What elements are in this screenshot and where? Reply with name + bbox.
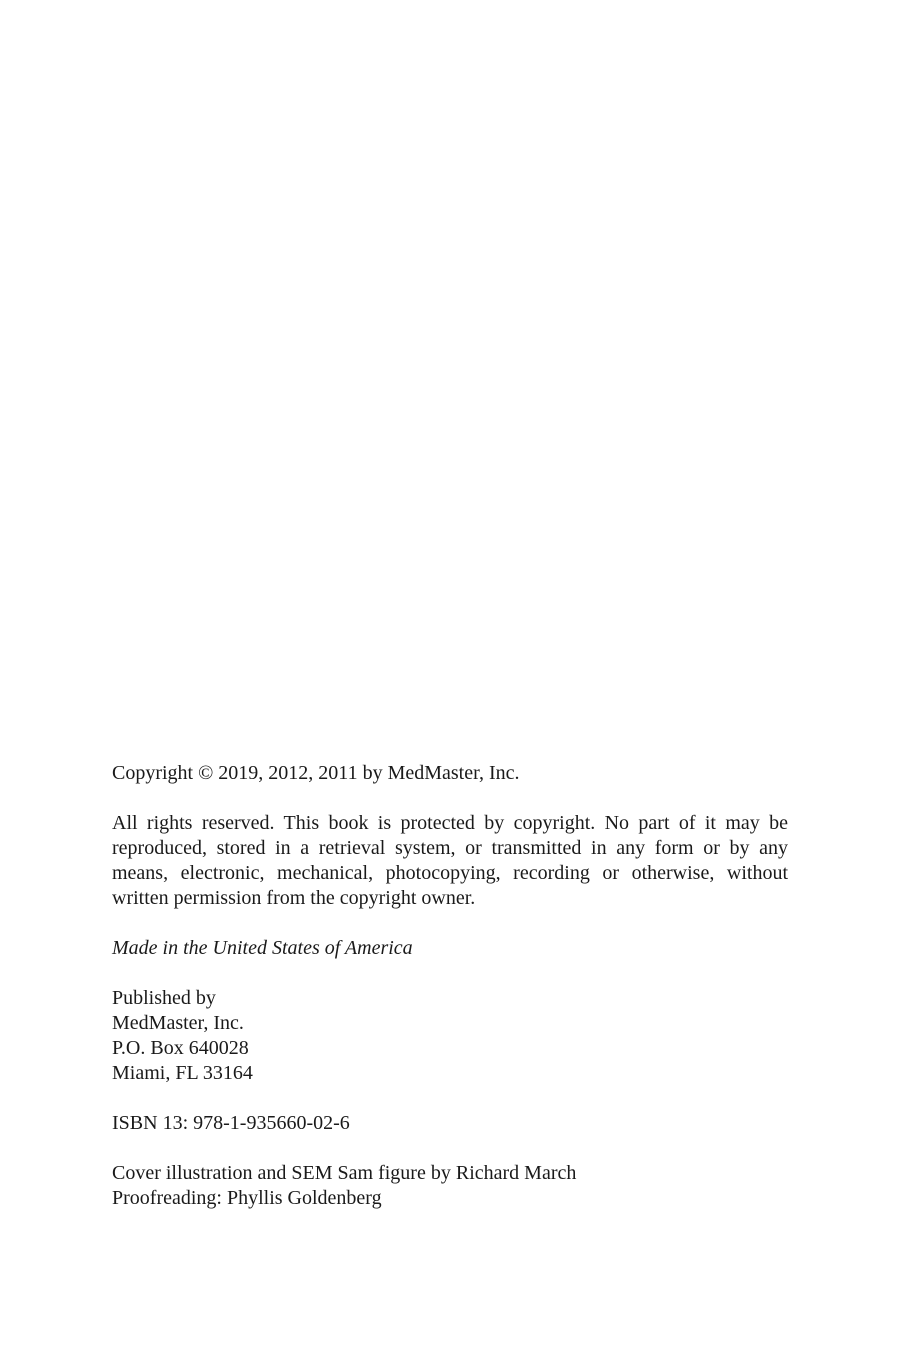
rights-reserved-paragraph: All rights reserved. This book is protected by copyright. No part of it may be reproduced, stored in a retrieval system, or transmitted in any form or by any means, electronic, mechanical, photocopying, recording or otherwise, without written permission from the copyright owner. xyxy=(112,812,788,909)
publisher-label: Published by xyxy=(112,987,216,1009)
credits-block xyxy=(112,1161,788,1211)
proofreading-credit-line: Proofreading: Phyllis Goldenberg xyxy=(112,1187,382,1209)
made-in-line: Made in the United States of America xyxy=(112,937,413,959)
copyright-page-content xyxy=(112,761,788,1211)
isbn-line: ISBN 13: 978-1-935660-02-6 xyxy=(112,1112,350,1134)
copyright-notice-line: Copyright © 2019, 2012, 2011 by MedMaster, Inc. xyxy=(112,762,520,784)
publisher-city-state-zip: Miami, FL 33164 xyxy=(112,1062,253,1084)
publisher-po-box: P.O. Box 640028 xyxy=(112,1037,249,1059)
publisher-block xyxy=(112,986,788,1086)
publisher-name: MedMaster, Inc. xyxy=(112,1012,244,1034)
cover-credit-line: Cover illustration and SEM Sam figure by Richard March xyxy=(112,1162,577,1184)
